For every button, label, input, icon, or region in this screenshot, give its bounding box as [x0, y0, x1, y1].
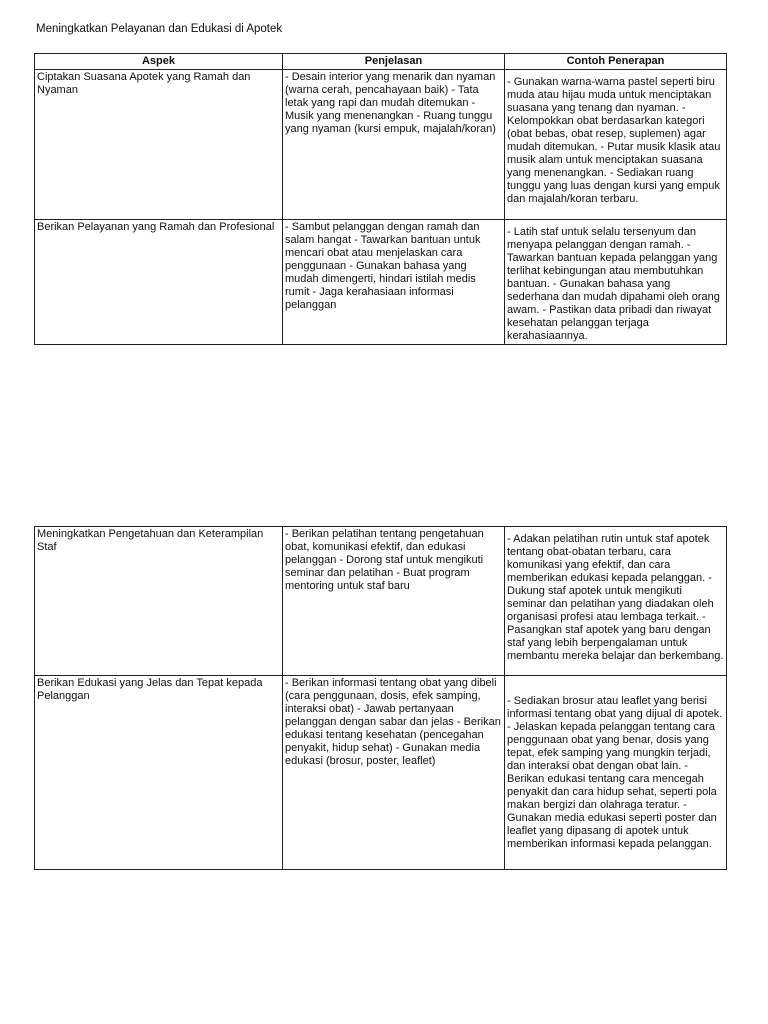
- comparison-table-part-2: [34, 526, 727, 870]
- table-row: [35, 220, 727, 345]
- contoh-penerapan-text: - Gunakan warna-warna pastel seperti biru muda atau hijau muda untuk menciptakan suasana yang tenang dan nyaman. - Kelompokkan obat berdasarkan kategori (obat bebas, obat resep, suplemen) agar mudah ditemukan. - Putar musik klasik atau musik alam untuk menciptakan suasana yang menenangkan. - Sediakan ruang tunggu yang luas dengan kursi yang empuk dan majalah/koran terbaru.: [507, 76, 724, 205]
- penjelasan-cell: [283, 676, 505, 870]
- aspek-cell: [35, 220, 283, 345]
- aspek-text: Ciptakan Suasana Apotek yang Ramah dan Nyaman: [37, 71, 254, 96]
- column-header-penjelasan: Penjelasan: [283, 54, 505, 70]
- penjelasan-cell: [283, 527, 505, 676]
- contoh-penerapan-cell: [505, 70, 727, 220]
- contoh-penerapan-text: - Sediakan brosur atau leaflet yang berisi informasi tentang obat yang dijual di apotek. - Jelaskan kepada pelanggan tentang cara penggunaan obat yang benar, dosis yang tepat, efek samping yang mungkin terjadi, dan interaksi obat dengan obat lain. - Berikan edukasi tentang cara mencegah penyakit dan cara hidup sehat, seperti pola makan bergizi dan olahraga teratur. - Gunakan media edukasi seperti poster dan leaflet yang dipasang di apotek untuk memberikan informasi kepada pelanggan.: [507, 695, 726, 850]
- table-row: [35, 527, 727, 676]
- penjelasan-cell: [283, 220, 505, 345]
- contoh-penerapan-text: - Adakan pelatihan rutin untuk staf apotek tentang obat-obatan terbaru, cara komunikasi yang efektif, dan cara memberikan edukasi kepada pelanggan. - Dukung staf apotek untuk mengikuti seminar dan pelatihan yang diadakan oleh organisasi profesi atau lembaga terkait. - Pasangkan staf apotek yang baru dengan staf yang lebih berpengalaman untuk membantu mereka belajar dan berkembang.: [507, 533, 724, 662]
- table-row: [35, 676, 727, 870]
- penjelasan-text: - Berikan informasi tentang obat yang dibeli (cara penggunaan, dosis, efek samping, interaksi obat) - Jawab pertanyaan pelanggan dengan sabar dan jelas - Berikan edukasi tentang kesehatan (pencegahan penyakit, hidup sehat) - Gunakan media edukasi (brosur, poster, leaflet): [285, 677, 504, 767]
- penjelasan-text: - Sambut pelanggan dengan ramah dan salam hangat - Tawarkan bantuan untuk mencari obat atau menjelaskan cara penggunaan - Gunakan bahasa yang mudah dimengerti, hindari istilah medis rumit - Jaga kerahasiaan informasi pelanggan: [285, 221, 484, 311]
- aspek-cell: [35, 676, 283, 870]
- table-header-row: [35, 54, 727, 70]
- comparison-table-part-1: [34, 53, 727, 345]
- contoh-penerapan-text: - Latih staf untuk selalu tersenyum dan menyapa pelanggan dengan ramah. - Tawarkan bantuan kepada pelanggan yang terlihat kebingungan atau membutuhkan bantuan. - Gunakan bahasa yang sederhana dan mudah dipahami oleh orang awam. - Pastikan data pribadi dan riwayat kesehatan pelanggan terjaga kerahasiaannya.: [507, 226, 723, 342]
- column-header-aspek: Aspek: [35, 54, 283, 70]
- aspek-text: Berikan Edukasi yang Jelas dan Tepat kepada Pelanggan: [37, 677, 266, 702]
- aspek-text: Meningkatkan Pengetahuan dan Keterampilan Staf: [37, 528, 267, 553]
- document-title: Meningkatkan Pelayanan dan Edukasi di Apotek: [36, 23, 283, 35]
- aspek-cell: [35, 527, 283, 676]
- contoh-penerapan-cell: [505, 220, 727, 345]
- penjelasan-cell: [283, 70, 505, 220]
- aspek-cell: [35, 70, 283, 220]
- aspek-text: Berikan Pelayanan yang Ramah dan Profesional: [37, 221, 275, 233]
- contoh-penerapan-cell: [505, 527, 727, 676]
- penjelasan-text: - Berikan pelatihan tentang pengetahuan obat, komunikasi efektif, dan edukasi pelanggan - Dorong staf untuk mengikuti seminar dan pelatihan - Buat program mentoring untuk staf baru: [285, 528, 487, 592]
- contoh-penerapan-cell: [505, 676, 727, 870]
- table-row: [35, 70, 727, 220]
- penjelasan-text: - Desain interior yang menarik dan nyaman (warna cerah, pencahayaan baik) - Tata letak yang rapi dan mudah ditemukan - Musik yang menenangkan - Ruang tunggu yang nyaman (kursi empuk, majalah/koran): [285, 71, 499, 135]
- column-header-contoh-penerapan: Contoh Penerapan: [505, 54, 727, 70]
